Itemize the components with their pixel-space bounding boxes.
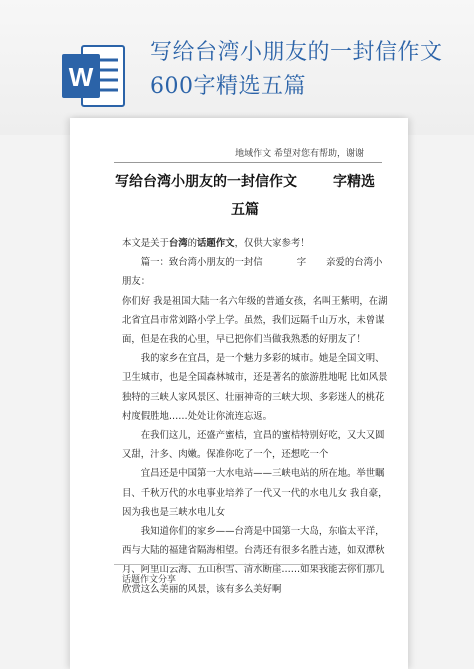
- intro-keyword-topic: 话题作文: [197, 238, 235, 249]
- document-page: [70, 118, 408, 669]
- intro-line: 本文是关于台湾的话题作文，仅供大家参考！: [122, 238, 310, 249]
- document-body: [122, 234, 388, 599]
- title-part-1: 写给台湾小朋友的一封信作文: [115, 174, 297, 190]
- paragraph-4: 宜昌还是中国第一大水电站——三峡电站的所在地。举世瞩目、千秋万代的水电事业培养了一代又一代的水电儿女 我自豪，因为我也是三峡水电儿女: [122, 468, 388, 518]
- document-title: [100, 168, 390, 224]
- paragraph-2: 我的家乡在宜昌，是一个魅力多彩的城市。她是全国文明、卫生城市，也是全国森林城市，还是著名的旅游胜地呢 比如风景独特的三峡人家风景区、壮丽神奇的三峡大坝、多彩迷人的桃花村度假胜地……处处让你流连忘返。: [122, 353, 388, 422]
- title-line-2: 五篇: [231, 202, 259, 218]
- section-char: 字: [296, 257, 307, 269]
- header-note: 地域作文 希望对您有帮助，谢谢: [235, 149, 364, 159]
- word-doc-icon: [60, 40, 126, 112]
- paragraph-3: 在我们这儿，还盛产蜜桔，宜昌的蜜桔特别好吃，又大又圆又甜，汁多、肉嫩。保准你吃了一个，还想吃一个: [122, 430, 385, 461]
- paragraph-1: 你们好 我是祖国大陆一名六年级的普通女孩，名叫王紫明，在湖北省宜昌市常刘路小学上学。虽然，我们远隔千山万水，未曾谋面，但是在我的心里，早已把你们当做我熟悉的好朋友了！: [122, 295, 388, 346]
- section-label: 篇一：致台湾小朋友的一封信: [140, 257, 263, 269]
- footer-note: 话题作文分享: [122, 575, 177, 585]
- footer-divider: [114, 564, 382, 565]
- svg-text:W: W: [68, 62, 94, 92]
- title-part-2: 字精选: [333, 174, 375, 190]
- section-greeting: 亲爱的台湾小朋友：: [122, 257, 383, 288]
- banner-title: 写给台湾小朋友的一封信作文600字精选五篇: [150, 40, 443, 99]
- section-heading: [122, 253, 388, 291]
- intro-keyword-taiwan: 台湾: [168, 238, 188, 249]
- paragraph-5: 我知道你们的家乡——台湾是中国第一大岛，东临太平洋，西与大陆的福建省隔海相望。台湾还有很多名胜古迹，如双潭秋月、阿里山云海、五山积雪、清水断崖……如果我能去你们那儿欣赏这么美丽的风景，该有多么美好啊: [122, 526, 385, 595]
- title-banner: [0, 0, 474, 135]
- header-divider: [114, 162, 382, 163]
